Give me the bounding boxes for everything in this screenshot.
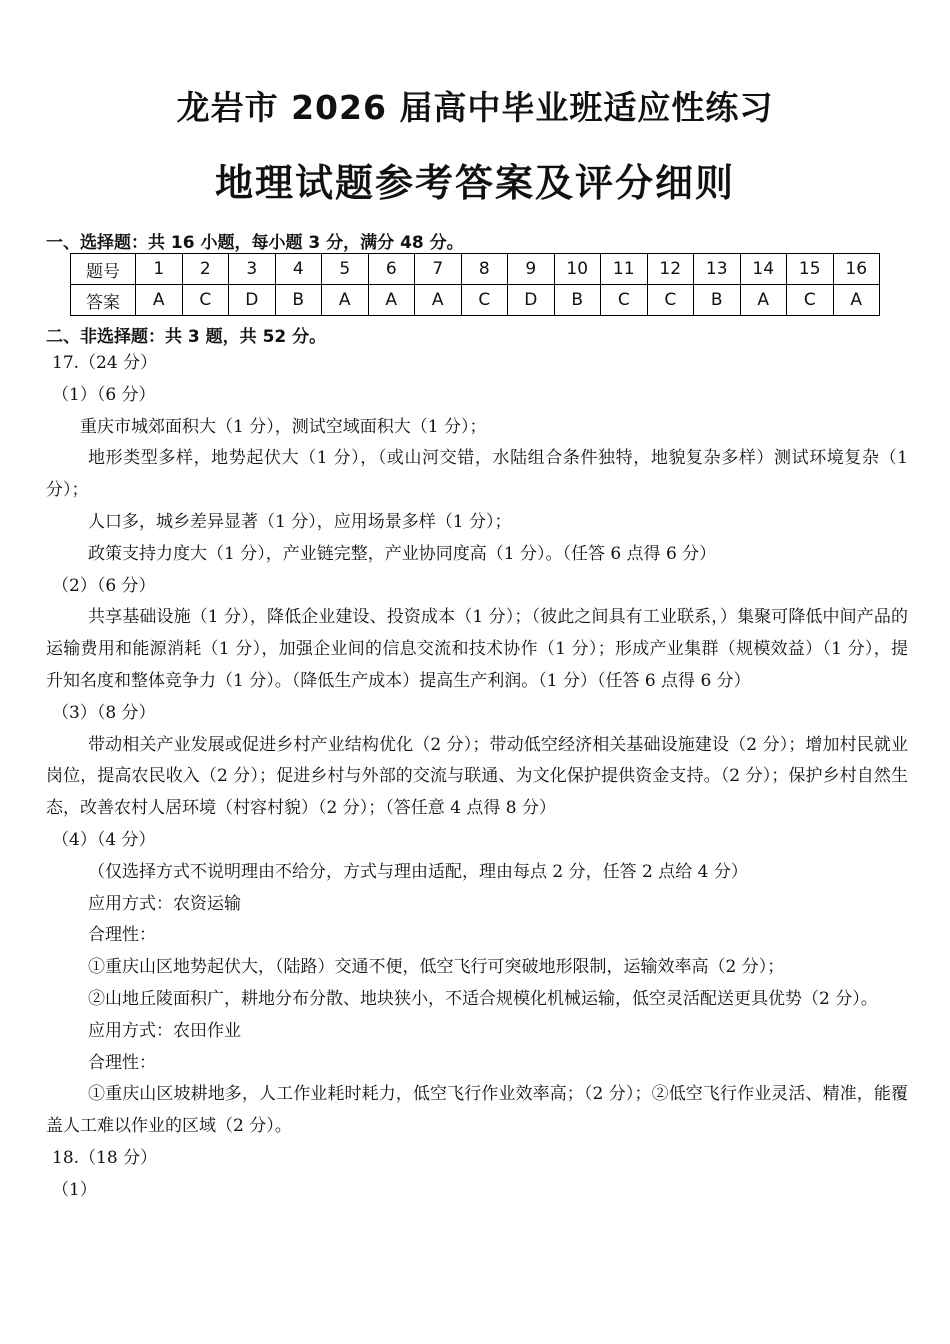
- document-title: 龙岩市 2026 届高中毕业班适应性练习: [176, 88, 774, 127]
- section-2-heading: 二、非选择题：共 3 题，共 52 分。: [46, 327, 327, 347]
- answer-paragraph: 17.（24 分）: [52, 353, 158, 373]
- answer-paragraph: （1）（6 分）: [52, 384, 156, 405]
- document-subtitle: 地理试题参考答案及评分细则: [214, 161, 735, 205]
- answer-paragraph: （2）（6 分）: [52, 575, 156, 596]
- answer-paragraph: 地形类型多样，地势起伏大（1 分），（或山河交错，水陆组合条件独特，地貌复杂多样）测试环境复杂（1 分）；: [46, 448, 908, 501]
- answer-paragraph: 应用方式：农田作业: [88, 1020, 241, 1041]
- row-label-answer: 答案: [71, 285, 136, 316]
- answer-cell: A: [136, 285, 183, 316]
- answer-cell: B: [694, 285, 741, 316]
- answer-cell: A: [415, 285, 462, 316]
- answer-paragraph: 18.（18 分）: [52, 1147, 158, 1168]
- question-number-cell: 4: [275, 254, 322, 285]
- question-number-row: [71, 254, 880, 285]
- question-number-cell: 14: [740, 254, 787, 285]
- question-number-cell: 9: [508, 254, 555, 285]
- answer-paragraph: 应用方式：农资运输: [88, 893, 241, 914]
- answer-cell: C: [787, 285, 834, 316]
- section-1-heading: 一、选择题：共 16 小题，每小题 3 分，满分 48 分。: [46, 233, 464, 253]
- answer-table: [70, 253, 880, 316]
- answer-cell: C: [647, 285, 694, 316]
- question-number-cell: 13: [694, 254, 741, 285]
- question-number-cell: 8: [461, 254, 508, 285]
- answer-cell: C: [182, 285, 229, 316]
- answer-paragraph: （3）（8 分）: [52, 702, 156, 723]
- answer-paragraph: （4）（4 分）: [52, 829, 156, 850]
- question-number-cell: 1: [136, 254, 183, 285]
- answer-paragraph: 共享基础设施（1 分），降低企业建设、投资成本（1 分）；（彼此之间具有工业联系，）集聚可降低中间产品的运输费用和能源消耗（1 分），加强企业间的信息交流和技术协作（1 分）；形成产业集群（规模效益）（1 分），提升知名度和整体竞争力（1 分）。（降低生产成本）提高生产利润。（1 分）（任答 6 点得 6 分）: [46, 607, 908, 691]
- answer-paragraph: 带动相关产业发展或促进乡村产业结构优化（2 分）；带动低空经济相关基础设施建设（2 分）；增加村民就业岗位，提高农民收入（2 分）；促进乡村与外部的交流与联通、为文化保护提供资金支持。（2 分）；保护乡村自然生态，改善农村人居环境（村容村貌）（2 分）；（答任意 4 点得 8 分）: [46, 734, 908, 819]
- answer-paragraph: ①重庆山区坡耕地多，人工作业耗时耗力，低空飞行作业效率高；（2 分）；②低空飞行作业灵活、精准，能覆盖人工难以作业的区域（2 分）。: [46, 1084, 908, 1137]
- answer-cell: B: [554, 285, 601, 316]
- question-number-cell: 5: [322, 254, 369, 285]
- question-number-cell: 12: [647, 254, 694, 285]
- answer-paragraph: 重庆市城郊面积大（1 分），测试空域面积大（1 分）；: [80, 416, 487, 437]
- answer-paragraph: ②山地丘陵面积广，耕地分布分散、地块狭小，不适合规模化机械运输，低空灵活配送更具优势（2 分）。: [88, 988, 878, 1009]
- answer-cell: B: [275, 285, 322, 316]
- question-number-cell: 6: [368, 254, 415, 285]
- answer-paragraph: （仅选择方式不说明理由不给分，方式与理由适配，理由每点 2 分，任答 2 点给 4 分）: [88, 861, 748, 882]
- question-number-cell: 3: [229, 254, 276, 285]
- answer-cell: C: [461, 285, 508, 316]
- answer-paragraph: （1）: [52, 1179, 97, 1200]
- answer-paragraph: ①重庆山区地势起伏大，（陆路）交通不便，低空飞行可突破地形限制，运输效率高（2 分）；: [88, 957, 785, 978]
- answer-paragraph: 合理性：: [88, 1052, 156, 1073]
- answer-paragraph: 政策支持力度大（1 分），产业链完整，产业协同度高（1 分）。（任答 6 点得 6 分）: [88, 543, 717, 564]
- answer-cell: C: [601, 285, 648, 316]
- answer-row: [71, 285, 880, 316]
- answer-cell: A: [740, 285, 787, 316]
- answer-cell: A: [368, 285, 415, 316]
- row-label-number: 题号: [71, 254, 136, 285]
- question-number-cell: 2: [182, 254, 229, 285]
- question-number-cell: 15: [787, 254, 834, 285]
- question-number-cell: 7: [415, 254, 462, 285]
- answer-cell: A: [322, 285, 369, 316]
- question-number-cell: 16: [833, 254, 880, 285]
- answer-cell: A: [833, 285, 880, 316]
- question-number-cell: 10: [554, 254, 601, 285]
- answer-paragraph: 人口多，城乡差异显著（1 分），应用场景多样（1 分）；: [88, 511, 512, 532]
- answer-paragraph: 合理性：: [88, 925, 156, 946]
- question-number-cell: 11: [601, 254, 648, 285]
- answer-cell: D: [508, 285, 555, 316]
- answer-body: [46, 348, 908, 1207]
- answer-cell: D: [229, 285, 276, 316]
